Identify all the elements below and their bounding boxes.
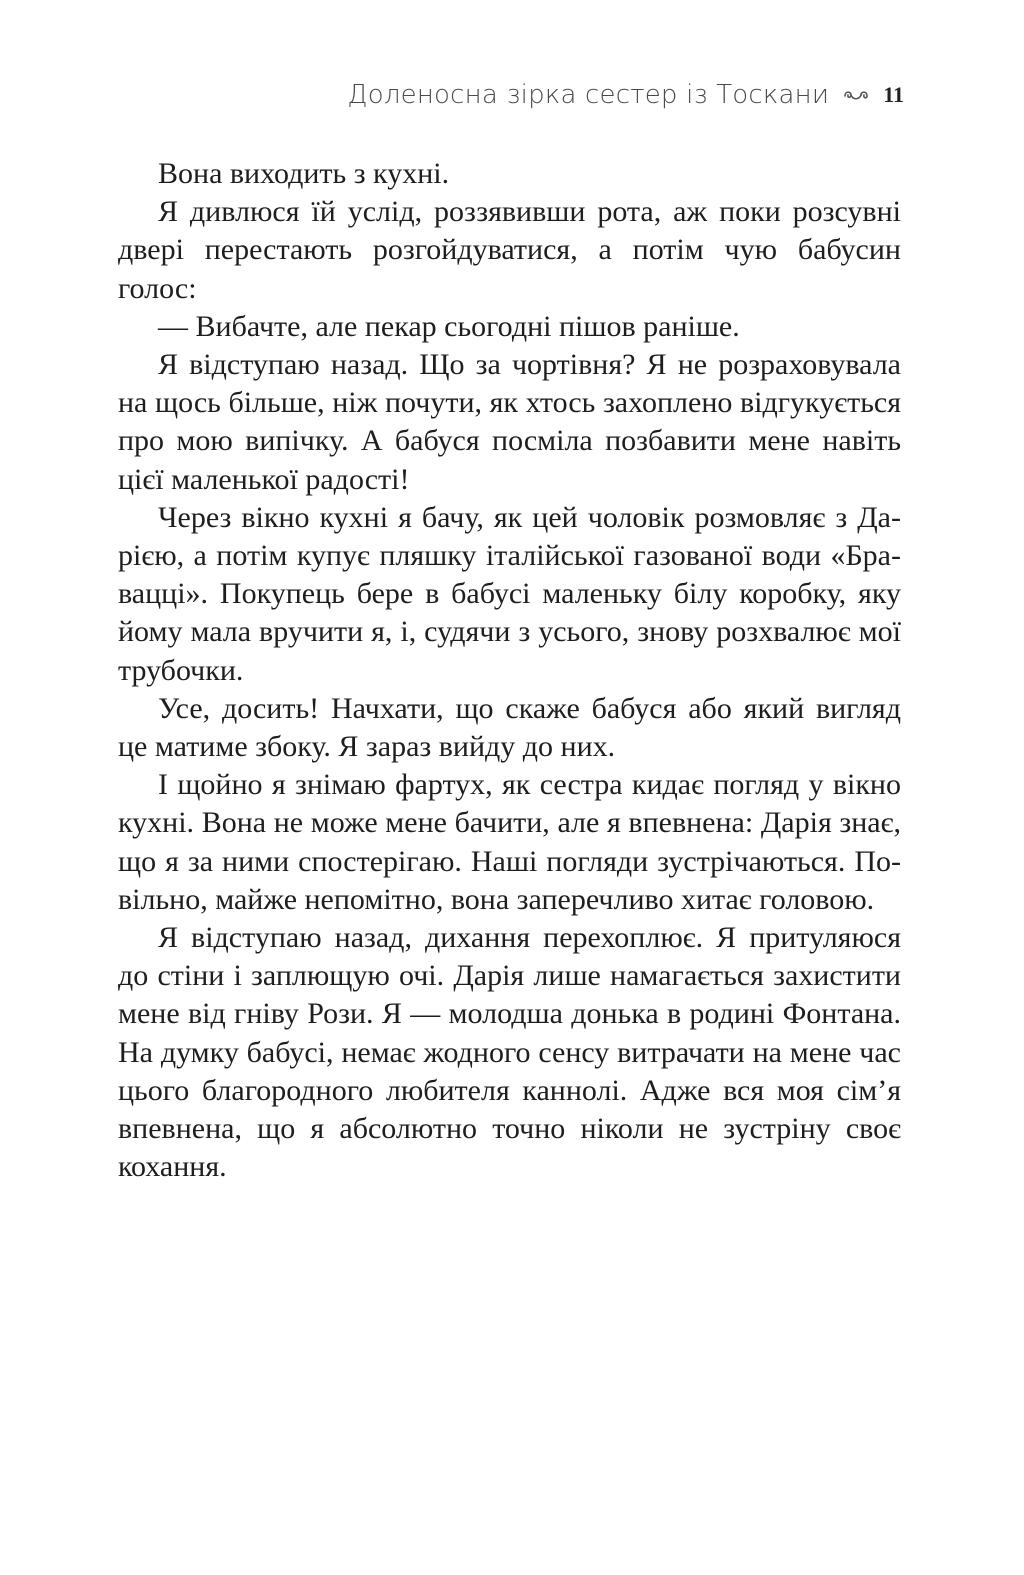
paragraph: Через вікно кухні я бачу, як цей чоловік розмовляє з Дарією, а потім купує пляшку італійської газованої води «Бравацці». Покупець бере в бабусі маленьку білу коробку, яку йому мала вручити я, і, судячи з усього, знову розхвалює мої трубочки. — [118, 500, 901, 687]
running-header — [347, 80, 904, 110]
paragraph: Усе, досить! Начхати, що скаже бабуся або який вигляд це матиме збоку. Я зараз вийду до них. — [118, 691, 901, 764]
page-number: 11 — [883, 82, 904, 107]
paragraph: Я відступаю назад. Що за чортівня? Я не розраховувала на щось більше, ніж почути, як хтось захоплено відгукується про мою випічку. А бабуся посміла позбавити мене навіть цієї маленької радості! — [118, 348, 901, 496]
body-text — [118, 155, 901, 1186]
paragraph: І щойно я знімаю фартух, як сестра кидає погляд у вікно кухні. Вона не може мене бачити, але я впевнена: Дарія знає, що я за ними спостерігаю. Наші погляди зустрічаються. Повільно, майже непомітно, вона заперечливо хитає головою. — [118, 768, 901, 916]
paragraph: Вона виходить з кухні. — [158, 157, 450, 190]
running-title: Доленосна зірка сестер із Тоскани — [347, 80, 830, 110]
swirl-ornament-icon — [843, 87, 869, 103]
paragraph: Я дивлюся їй услід, роззявивши рота, аж поки розсувні двері перестають розгойдуватися, а потім чую бабусин голос: — [118, 195, 901, 305]
paragraph: — Вибачте, але пекар сьогодні пішов раніше. — [158, 309, 740, 343]
paragraph: Я відступаю назад, дихання перехоплює. Я притуляюся до стіни і заплющую очі. Дарія лише намагається захистити мене від гніву Рози. Я — молодша донька в родині Фонтана. На думку бабусі, немає жодного сенсу витрачати на мене час цього благородного любителя каннолі. Адже вся моя сім’я впевнена, що я абсолютно точно ніколи не зустріну своє кохання. — [118, 921, 901, 1184]
